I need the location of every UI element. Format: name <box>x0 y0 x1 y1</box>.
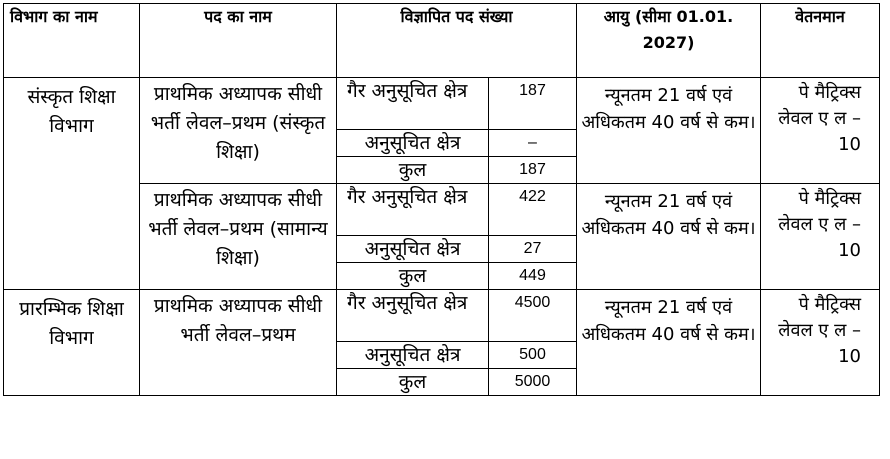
total-count: 187 <box>489 157 577 184</box>
scheduled-label: अनुसूचित क्षेत्र <box>337 236 489 263</box>
recruitment-table <box>3 3 880 396</box>
non-scheduled-label: गैर अनुसूचित क्षेत्र <box>337 184 489 236</box>
table-row <box>4 290 880 316</box>
non-scheduled-label: गैर अनुसूचित क्षेत्र <box>337 78 489 130</box>
non-scheduled-label: गैर अनुसूचित क्षेत्र <box>337 290 489 342</box>
pay-cell: पे मैट्रिक्स लेवल ए ल – 10 <box>761 290 880 396</box>
non-scheduled-count: 4500 <box>489 290 577 342</box>
scheduled-count: – <box>489 130 577 157</box>
table-row <box>4 78 880 104</box>
non-scheduled-count: 187 <box>489 78 577 130</box>
total-count: 449 <box>489 263 577 290</box>
total-count: 5000 <box>489 369 577 396</box>
age-cell: न्यूनतम 21 वर्ष एवं अधिकतम 40 वर्ष से कम। <box>577 184 761 290</box>
post-cell: प्राथमिक अध्यापक सीधी भर्ती लेवल–प्रथम (संस्कृत शिक्षा) <box>140 78 337 184</box>
non-scheduled-count: 422 <box>489 184 577 236</box>
scheduled-count: 27 <box>489 236 577 263</box>
advertised-posts-header: विज्ञापित पद संख्या <box>337 4 577 78</box>
post-header: पद का नाम <box>140 4 337 78</box>
pay-header: वेतनमान <box>761 4 880 78</box>
total-label: कुल <box>337 263 489 290</box>
post-cell: प्राथमिक अध्यापक सीधी भर्ती लेवल–प्रथम <box>140 290 337 396</box>
department-cell: संस्कृत शिक्षा विभाग <box>4 78 140 290</box>
scheduled-count: 500 <box>489 342 577 369</box>
age-header: आयु (सीमा 01.01. 2027) <box>577 4 761 78</box>
scheduled-label: अनुसूचित क्षेत्र <box>337 130 489 157</box>
pay-cell: पे मैट्रिक्स लेवल ए ल – 10 <box>761 184 880 290</box>
header-row <box>4 4 880 78</box>
post-cell: प्राथमिक अध्यापक सीधी भर्ती लेवल–प्रथम (सामान्य शिक्षा) <box>140 184 337 290</box>
age-cell: न्यूनतम 21 वर्ष एवं अधिकतम 40 वर्ष से कम। <box>577 290 761 396</box>
pay-cell: पे मैट्रिक्स लेवल ए ल – 10 <box>761 78 880 184</box>
total-label: कुल <box>337 369 489 396</box>
scheduled-label: अनुसूचित क्षेत्र <box>337 342 489 369</box>
age-cell: न्यूनतम 21 वर्ष एवं अधिकतम 40 वर्ष से कम। <box>577 78 761 184</box>
department-header: विभाग का नाम <box>4 4 140 78</box>
department-cell: प्रारम्भिक शिक्षा विभाग <box>4 290 140 396</box>
total-label: कुल <box>337 157 489 184</box>
